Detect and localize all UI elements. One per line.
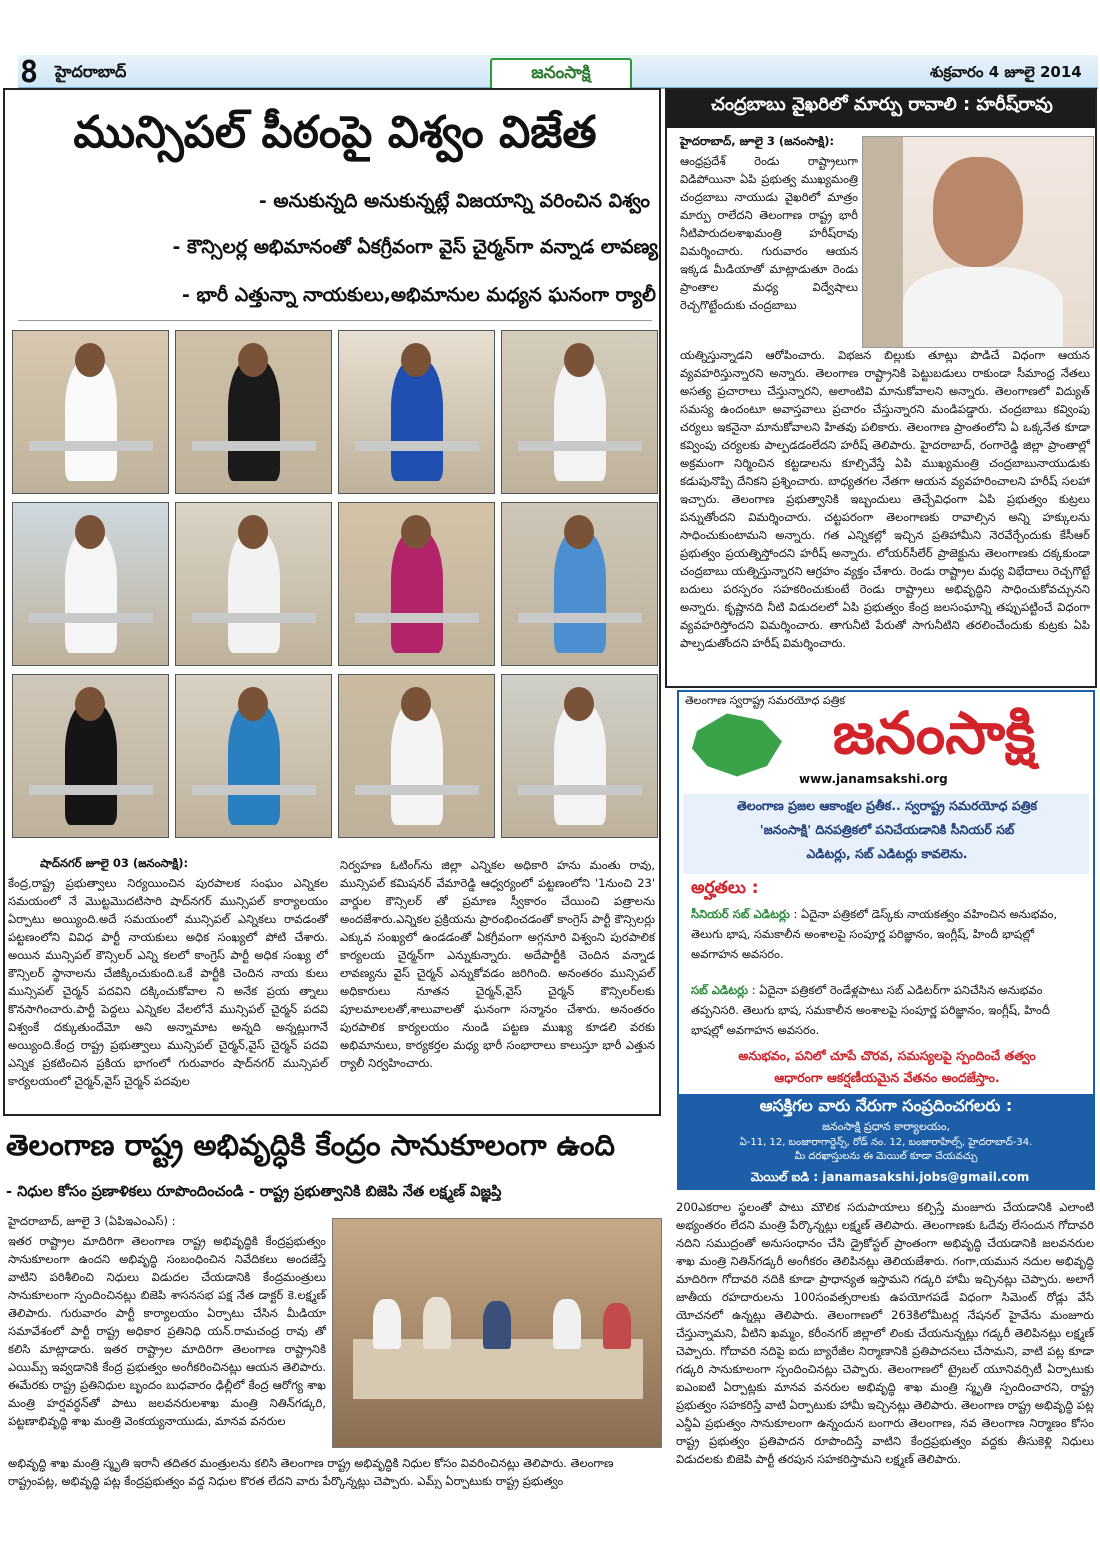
photo-figure <box>554 703 606 825</box>
photo-head <box>238 343 268 377</box>
bottom-left-col: ఇతర రాష్ట్రాల మాదిరిగా తెలంగాణ రాష్ట్ర అభివృద్ధికి కేంద్రప్రభుత్వం సానుకూలంగా ఉందని అభివృద్ధి సంబంధించిన నివేదికలు అందజేస్తే వాటిని పరిశీలించి నిధులు విడుదల చేయడానికి కేంద్రమంత్రులు సానుకూలంగా స్పందించినట్లు బిజెపి శాసనసభ పక్ష నేత డాక్టర్ కె.లక్ష్మణ్ తెలిపారు. గురువారం పార్టీ కార్యాలయం ఏర్పాటు చేసిన మీడియా సమావేశంలో పార్టీ రాష్ట్ర అధికార ప్రతినిధి యన్.రామచంద్ర రావు తో కలిసి మాట్లాడారు. ఇతర రాష్ట్రాల మాదిరిగా తెలంగాణ రాష్ట్రానికి ఎయిమ్స్ ఇవ్వడానికి కేంద్ర ప్రభుత్వం అంగీకరించినట్లు ఆయన తెలిపారు. ఈమేరకు రాష్ట్ర ప్రతినిధుల బృందం బుధవారం ఢిల్లీలో కేంద్ర ఆరోగ్య శాఖ మంత్రి హర్షవర్ధన్‌తో పాటు జలవనరులశాఖ మంత్రి నితిన్‌గడ్కరి, పట్టణాభివృద్ధి శాఖ మంత్రి వెంకయ్యనాయుడు, మానవ వనరుల <box>8 1234 326 1428</box>
main-subhead-3: - భారీ ఎత్తున్నా నాయకులు,అభిమానుల మధ్యన ఘనంగా ర్యాలీ <box>182 284 656 306</box>
logo-text: జనంసాక్షి <box>531 63 591 83</box>
bottom-headline: తెలంగాణ రాష్ట్ర అభివృద్ధికి కేంద్రం సానుకూలంగా ఉంది <box>6 1128 615 1162</box>
ad-intro-2: 'జనంసాక్షి' దినపత్రికలో పనిచేయడానికి సీనియర్ సబ్ <box>759 822 1015 837</box>
photo-head <box>75 687 105 721</box>
photo-figure <box>65 359 117 481</box>
harish-rao-photo <box>862 136 1094 348</box>
photo-figure <box>65 531 117 653</box>
photo-person-2 <box>423 1297 451 1349</box>
oath-photo-8 <box>501 502 658 666</box>
photo-lectern <box>192 613 316 623</box>
side-headline: చంద్రబాబు వైఖరిలో మార్పు రావాలి : హరీష్‌రావు <box>711 94 1053 115</box>
side-text-narrow: ఆంధ్రప్రదేశ్ రెండు రాష్ట్రాలుగా విడిపోయినా ఏపి ప్రభుత్వ ముఖ్యమంత్రి చంద్రబాబు నాయుడు వైఖరిలో మాత్రం మార్పు రాలేదని తెలంగాణ రాష్ట్ర భారీ నీటిపారుదలశాఖమంత్రి హరీష్‌రావు విమర్శించారు. గురువారం ఆయన ఇక్కడ మీడియాతో మాట్లాడుతూ రెండు ప్రాంతాల మధ్య విద్వేషాలు రెచ్చగొట్టేందుకు చంద్రబాబు <box>680 154 858 312</box>
photo-head <box>75 515 105 549</box>
main-subhead-1: - అనుకున్నది అనుకున్నట్లే విజయాన్ని వరించిన విశ్వం <box>258 190 650 212</box>
photo-person-1 <box>373 1299 401 1349</box>
ad-senior-text: : ఏదైనా పత్రికలో డెస్క్‌కు నాయకత్వం వహించిన అనుభవం, తెలుగు భాష, సమకాలీన అంశాలపై సంపూర్ణ పరిజ్ఞానం, ఇంగ్లీష్, హిందీ భాషల్లో అవగాహన అవసరం. <box>691 907 1058 961</box>
ad-intro-3: ఎడిటర్లు, సబ్ ఎడిటర్లు కావలెను. <box>806 846 968 861</box>
photo-head <box>401 343 431 377</box>
photo-lectern <box>192 441 316 451</box>
side-dateline: హైదరాబాద్, జూలై 3 (జనంసాక్షి): <box>680 134 835 148</box>
photo-figure <box>391 531 443 653</box>
photo-lectern <box>29 441 153 451</box>
main-text-col-1: కేంద్ర,రాష్ట్ర ప్రభుత్వాలు నిర్యయించిన పురపాలక సంఘం ఎన్నికల సమయంలో నే మొట్టమొదటిసారి షాద్‌నగర్ మున్సిపల్ కార్యాలయం ఏర్పాటు అయ్యింది.అదే సమయంలో మున్సిపల్ ఎన్నికలు రావడంతో పట్టణంలోని వివిధ పార్టీ నాయకులు అధిక సంఖ్యలో పోటి చేశారు. అయిన మున్సిపల్ కౌన్సిలర్ ఎన్ని కలలో కాంగ్రెస్ పార్టీ అధిక సంఖ్య లో కౌన్సిలర్ స్థానాలను చేజిక్కించుకుంది.ఒకే పార్టీకి చెందిన నాయ కులు మున్సిపల్ చైర్మన్ పదవిని దక్కించుకోవాల ని అనేక ప్రయ త్నాలు కొనసాగించారు.పార్టీ పెద్దలు ఎన్నికల వేలలోనే మున్సిపల్ చైర్మన్ పదవి విశ్వంకే దక్కుతుందేమో అని అన్నామాట అన్నది అన్నట్లుగానే అయ్యింది.కేంద్ర రాష్ట్ర ప్రభుత్వాలు మున్సిపల్ చైర్మన్,వైస్ చైర్మన్ పదవి ఎన్నిక ప్రకటించిన ప్రకియ భాగంలో గురువారం షాద్‌నగర్ మున్సిపల్ కార్యలయంలో చైర్మన్,వైస్ చైర్మన్ పదవుల <box>8 876 328 1088</box>
ad-brand: జనంసాక్షి <box>832 699 1036 767</box>
photo-figure <box>391 359 443 481</box>
photo-column <box>863 137 903 347</box>
ad-mail-note: మీ దరఖాస్తులను ఈ మెయిల్ కూడా చేయవచ్చు <box>794 1151 978 1162</box>
issue-date: శుక్రవారం 4 జూలై 2014 <box>930 63 1082 81</box>
ad-email: మెయిల్ ఐడి : janamasakshi.jobs@gmail.com <box>750 1170 1030 1184</box>
oath-photo-10 <box>175 674 332 838</box>
photo-head <box>75 343 105 377</box>
press-meet-photo <box>332 1218 662 1448</box>
photo-shirt <box>903 267 1063 348</box>
oath-photo-6 <box>175 502 332 666</box>
ad-tagline: తెలంగాణ స్వరాష్ట్ర సమరయోధ పత్రిక <box>685 694 846 707</box>
ad-address: ఏ-11, 12, బంజారాగార్డెన్స్, రోడ్ నం. 12, బంజారాహిల్స్, హైదరాబాద్-34. <box>739 1137 1033 1148</box>
oath-photo-7 <box>338 502 495 666</box>
photo-person-3 <box>483 1301 511 1349</box>
photo-head <box>401 515 431 549</box>
oath-photo-5 <box>12 502 169 666</box>
oath-photo-12 <box>501 674 658 838</box>
ad-qual-heading: అర్హతలు : <box>691 878 759 898</box>
photo-lectern <box>355 441 479 451</box>
main-subhead-2: - కౌన్సిలర్ల అభిమానంతో ఏకగ్రీవంగా వైస్ చైర్మన్‌గా వన్నాడ లావణ్య <box>172 236 658 258</box>
photo-lectern <box>29 785 153 795</box>
bottom-subhead: - నిధుల కోసం ప్రణాళికలు రూపొందించండి - రాష్ట్ర ప్రభుత్వానికి బిజెపి నేత లక్ష్మణ్ విజ్ఞప్తి <box>6 1184 502 1200</box>
main-headline: మున్సిపల్ పీఠంపై విశ్వం విజేత <box>73 107 597 158</box>
photo-head <box>238 687 268 721</box>
ad-url: www.janamsakshi.org <box>799 772 948 786</box>
bottom-right-col: 200ఎకరాల స్థలంతో పాటు మౌలిక సదుపాయాలు కల్పిస్తే మంజూరు చేయడానికి ఎలాంటి అభ్యంతరం లేదని మంత్రి పేర్కొన్నట్లు లక్ష్మణ్ తెలిపారు. తెలంగాణకు ఓదేవు లేసందున గోదావరి నదిని సముద్రంతో అనుసంధానం చేసి డ్రైకోస్టల్ ప్రాంతంగా అభివృద్ధి చేయడానికి జలవనరుల శాఖ మంత్రి నితిన్‌గడ్కరీ అంగీకరం తెలిపినట్లు తెలియజేశారు. గంగా,యమున నదుల అభివృద్ధి మాదిరిగా గోదావరి నదికి కూడా ప్రాధాన్యత ఇస్తామని గడ్కరి హామీ ఇచ్చినట్లు చెప్పారు. అలాగే జాతీయ రహదారులను 100సంవత్సరాలకు ఉపయోగపడే విధంగా సిమెంట్ రోడ్లు వేసే యోచనలో ఉన్నట్లు తెలిపారు. తెలంగాణలో 263కిలోమీటర్ల నేషనల్ హైవేను మంజూరు చేస్తున్నామని, వీటిని ఖమ్మం, కరీంనగర్ జిల్లాలో లింకు చేయనున్నట్లు గడ్కరీ తెలిపినట్లు లక్ష్మణ్ చెప్పారు. గోదావరి నదిపై ఐదు బ్యారేజీల నిర్మాణానికి ప్రతిపాదనలు చేసామని, వాటి పట్ల కూడా గడ్కరి సానుకూలంగా స్పందించినట్లు చెప్పారు. తెలంగాణలో ట్రైబల్ యూనివర్సిటీ ఏర్పాటుకు ఐఎంఐటి ఏర్పాట్లకు మానవ వనరుల అభివృద్ధి శాఖ మంత్రి స్మృతి స్పందించారని, రాష్ట్ర ప్రభుత్వం సహకరిస్తే వాటి ఏర్పాటుకు హామీ ఇచ్చినట్లు తెలిపారు. తెలంగాణ రాష్ట్ర అభివృద్ధి పట్ల ఎన్డీఏ ప్రభుత్వం సానుకూలంగా ఉన్నందున బంగారు తెలంగాణ, నవ తెలంగాణ నిర్మాణం కోసం రాష్ట్ర ప్రభుత్వం ప్రతిపాదన రూపొందిస్తే వాటిని కేంద్రప్రభుత్వం వద్దకు తీసుకెళ్లి నిధులు విడుదలకు బిజెపి పార్టీ తరపున సహకరిస్తామని లక్ష్మణ్ తెలిపారు. <box>676 1200 1094 1466</box>
photo-lectern <box>355 613 479 623</box>
side-text-wide: యత్నిస్తున్నాడని ఆరోపించారు. విభజన బిల్లుకు తూట్లు పొడిచే విధంగా ఆయన వ్యవహరిస్తున్నారని అన్నారు. తెలంగాణ రాష్ట్రానికి పెట్టుబడులు రాకుండా సీమాంధ్ర నేతలు అసత్య ప్రచారాలు చేస్తున్నారని, అలాంటివి మానుకోవాలని అన్నారు. తెలంగాణలో విద్యుత్ సమస్య ఉందంటూ అవాస్తవాలు ప్రచారం చేస్తున్నారని మండిపడ్డారు. చంద్రబాబు కవ్వింపు చర్యలు ఇకనైనా మానుకోవాలని హితవు పలికారు. తెలంగాణ ప్రాంతంలోని ఏ ఒక్కనేత కూడా కవ్వింపు చర్యలకు పాల్పడడంలేదని హరీష్ తెలిపారు. హైదరాబాద్, రంగారెడ్డి జిల్లా ప్రాంతాల్లో అక్రమంగా నిర్మించిన కట్టడాలను కూల్చివేస్తే ఏపి ముఖ్యమంత్రి చంద్రబాబునాయుడుకు కడుపునొప్పి దేనికని ప్రశ్నించారు. బాధ్యతగల నేతగా ఆయన వ్యవహరించాలని హరీష్ సలహా ఇచ్చారు. తెలంగాణ ప్రభుత్వానికి ఇబ్బందులు తెచ్చేవిధంగా ఏపి ప్రభుత్వం కుట్రలు పన్నుతోందని విమర్శించారు. చట్టపరంగా తెలంగాణకు రావాల్సిన అన్ని హక్కులను సాధించుకుంటామని అన్నారు. గత ఎన్నికల్లో ఇచ్చిన ప్రతిహామీని నెరవేర్చేందుకు కేసీఆర్ ప్రభుత్వం ప్రయత్నిస్తోందని హరీష్ అన్నారు. లోయర్‌సీలేర్ ప్రాజెక్టును తెలంగాణకు దక్కకుండా చంద్రబాబు యత్నిస్తున్నారని ఆగ్రహం వ్యక్తం చేశారు. రెండు రాష్ట్రాల మధ్య విభేదాలు రెచ్చగొట్టే బదులు పరస్పరం సహకరించుకుంటే రెండు రాష్ట్రాలు అభివృద్ధిని సాధించుకోవచ్చునని అన్నారు. కృష్ణానది నీటి విడుదలలో ఏపి ప్రభుత్వం కేంద్ర జలసంఘాన్ని తప్పుపట్టించే విధంగా వ్యవహరిస్తోందని విమర్శించారు. తాగునీటి పేరుతో సాగునీటిని తరలించేందుకు కుట్రకు ఏపి పాల్పడుతోందని హరీష్ విమర్శించారు. <box>680 348 1090 650</box>
photo-person-4 <box>553 1299 581 1349</box>
ad-red-line-1: అనుభవం, పనిలో చూపే చొరవ, సమస్యలపై స్పందించే తత్వం <box>738 1048 1036 1063</box>
ad-intro-1: తెలంగాణ ప్రజల ఆకాంక్షల ప్రతీక.. స్వరాష్ట్ర సమరయోధ పత్రిక <box>736 798 1038 813</box>
photo-head <box>238 515 268 549</box>
oath-photo-9 <box>12 674 169 838</box>
telangana-map-icon <box>687 710 787 780</box>
photo-head <box>564 343 594 377</box>
bottom-dateline: హైదరాబాద్, జూలై 3 (ఏపిఇఎంఎస్) : <box>8 1214 176 1228</box>
photo-head <box>564 515 594 549</box>
ad-contact-banner: ఆసక్తిగల వారు నేరుగా సంప్రదించగలరు : <box>759 1096 1013 1115</box>
photo-figure <box>228 531 280 653</box>
ad-office: జనంసాక్షి ప్రధాన కార్యాలయం, <box>822 1120 950 1133</box>
ad-red-line-2: ఆధారంగా ఆకర్షణీయమైన వేతనం అందజేస్తాం. <box>774 1070 1000 1085</box>
ad-senior-label: సీనియర్ సబ్ ఎడిటర్లు <box>691 907 790 921</box>
oath-photo-2 <box>175 330 332 494</box>
bottom-full-line-2: రాష్ట్రంపట్ల, అభివృద్ధి పట్ల కేంద్రప్రభుత్వం వద్ద నిధుల కొరత లేదని వారు పేర్కొన్నట్లు చెప్పారు. ఎమ్స్ ఏర్పాటుకు రాష్ట్ర ప్రభుత్వం <box>8 1474 564 1488</box>
photo-head <box>401 687 431 721</box>
bottom-full-line-1: అభివృద్ధి శాఖ మంత్రి స్మృతి ఇరానీ తదితర మంత్రులను కలిసి తెలంగాణ రాష్ట్ర అభివృద్ధికి నిధుల కోసం వివరించినట్లు తెలిపారు. తెలంగాణ <box>8 1456 614 1470</box>
photo-lectern <box>355 785 479 795</box>
photo-lectern <box>29 613 153 623</box>
ad-senior-block <box>691 904 1083 964</box>
main-dateline: షాద్‌నగర్ జూలై 03 (జనంసాక్షి): <box>40 856 189 870</box>
photo-figure <box>65 703 117 825</box>
page-number: 8 <box>20 55 39 90</box>
photo-person-5 <box>603 1303 631 1349</box>
main-text-col-2: నిర్వహణ ఓటింగ్‌ను జిల్లా ఎన్నికల అధికారి హను మంతు రావు, మున్సిపల్ కమిషనర్ వేమారెడ్డి ఆధ్వర్యంలో పట్టణంలోని '1నుంచి 23' వార్డుల కౌన్సిలర్ తో ప్రమాణ స్వీకారం చేయించి పత్రాలను అందజేశారు.ఎన్నికల ప్రక్రియను ప్రారంభించడంతో కాంగ్రెస్ పార్టీ కౌన్సిలర్లు ఎక్కువ సంఖ్యలో ఉండడంతో ఏకగ్రీవంగా అగ్గనూరి విశ్వంని పురపాలిక కార్యలయ చైర్మన్‌గా ఎన్నుకున్నారు. అదేపార్టీకి చెందిన వన్నాడ లావణ్యను వైస్ చైర్మన్ ఎన్నుకోవడం జరిగింది. అనంతరం మున్సిపల్ అధికారులు నూతన చైర్మన్,వైస్ చైర్మన్ కౌన్సిలర్‌లకు పూలమాలలతో,శాలువాలతో ఘనంగా సన్మానం చేశారు. అనంతరం పురపాలిక కార్యలయం నుండి పట్టణ ముఖ్య కూడలి వరకు అభిమానులు, కార్యకర్తల మధ్య భారీ సంభారాలు కాలుస్తూ భారీ ఎత్తున ర్యాలీ నిర్వహించారు. <box>340 858 655 1070</box>
photo-lectern <box>192 785 316 795</box>
oath-photo-11 <box>338 674 495 838</box>
photo-lectern <box>518 785 642 795</box>
photo-lectern <box>518 441 642 451</box>
photo-figure <box>228 359 280 481</box>
subhead-divider <box>18 320 652 321</box>
photo-face <box>933 157 1023 267</box>
ad-sub-block <box>691 980 1083 1040</box>
oath-photo-1 <box>12 330 169 494</box>
photo-figure <box>554 531 606 653</box>
ad-sub-text: : ఏదైనా పత్రికలో రెండేళ్లపాటు సబ్ ఎడిటర్‌గా పనిచేసిన అనుభవం తప్పనిసరి. తెలుగు భాష, సమకాలీన అంశాలపై సంపూర్ణ పరిజ్ఞానం, ఇంగ్లీష్, హిందీ భాషల్లో అవగాహన అవసరం. <box>691 983 1050 1037</box>
photo-figure <box>391 703 443 825</box>
photo-figure <box>228 703 280 825</box>
edition-city: హైదరాబాద్ <box>55 62 127 81</box>
oath-photo-3 <box>338 330 495 494</box>
photo-figure <box>554 359 606 481</box>
photo-head <box>564 687 594 721</box>
recruitment-ad <box>677 690 1095 1168</box>
oath-photo-4 <box>501 330 658 494</box>
ad-sub-label: సబ్ ఎడిటర్లు <box>691 983 749 997</box>
photo-lectern <box>518 613 642 623</box>
masthead-logo <box>490 58 632 90</box>
